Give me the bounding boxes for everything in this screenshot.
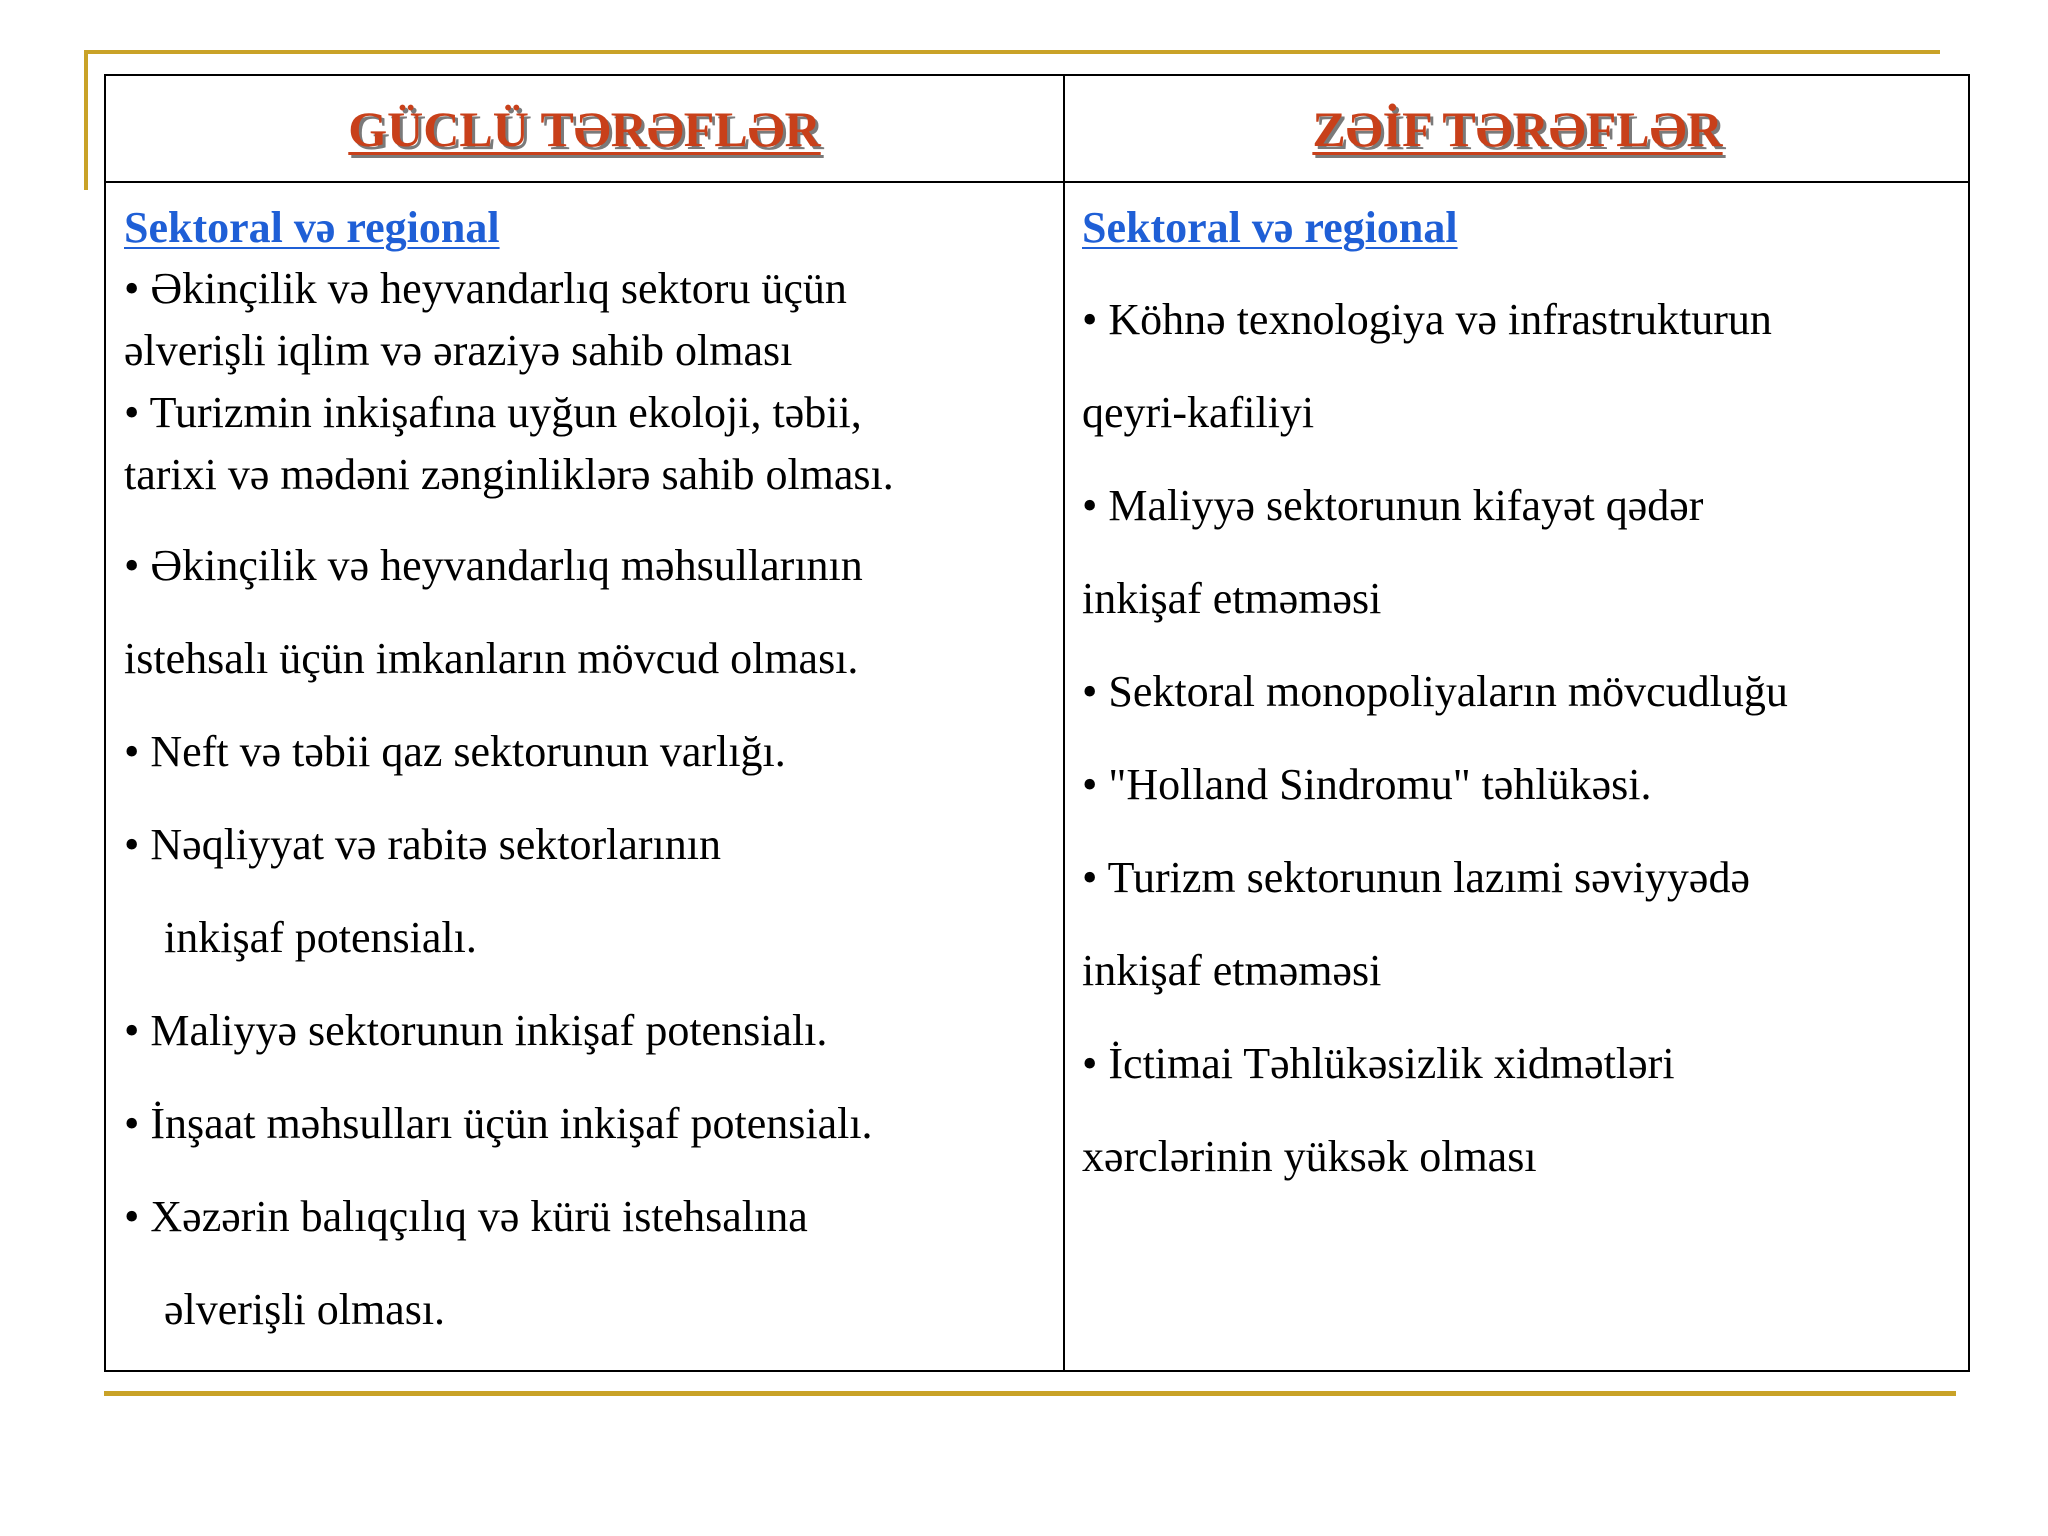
weaknesses-line: inkişaf etməməsi [1082, 574, 1382, 623]
weaknesses-line: • Maliyyə sektorunun kifayət qədər [1082, 481, 1704, 530]
weaknesses-line: • "Holland Sindromu" təhlükəsi. [1082, 760, 1652, 809]
strengths-line: • Xəzərin balıqçılıq və kürü istehsalına [124, 1192, 808, 1241]
strengths-line: • Əkinçilik və heyvandarlıq məhsullarının [124, 541, 863, 590]
header-divider [106, 181, 1968, 183]
strengths-subtitle: Sektoral və regional [124, 203, 500, 252]
strengths-line: istehsalı üçün imkanların mövcud olması. [124, 634, 859, 683]
strengths-line: • Turizmin inkişafına uyğun ekoloji, təbii, [124, 388, 862, 437]
weaknesses-line: • Turizm sektorunun lazımi səviyyədə [1082, 853, 1750, 902]
weaknesses-line: • Sektoral monopoliyaların mövcudluğu [1082, 667, 1788, 716]
weaknesses-line: • İctimai Təhlükəsizlik xidmətləri [1082, 1039, 1675, 1088]
gold-accent-line-top [84, 50, 1940, 54]
strengths-line: • Əkinçilik və heyvandarlıq sektoru üçün [124, 264, 847, 313]
gold-accent-line-left [84, 50, 88, 190]
strengths-line: əlverişli olması. [164, 1285, 446, 1334]
gold-accent-line-bottom [104, 1391, 1956, 1396]
weaknesses-header: ZƏİF TƏRƏFLƏR [1312, 100, 1723, 157]
strengths-line: əlverişli iqlim və əraziyə sahib olması [124, 326, 793, 375]
weaknesses-line: inkişaf etməməsi [1082, 946, 1382, 995]
strengths-line: • Nəqliyyat və rabitə sektorlarının [124, 820, 721, 869]
strengths-line: • Maliyyə sektorunun inkişaf potensialı. [124, 1006, 828, 1055]
strengths-line: inkişaf potensialı. [164, 913, 477, 962]
weaknesses-line: xərclərinin yüksək olması [1082, 1132, 1537, 1181]
strengths-line: tarixi və mədəni zənginliklərə sahib olması. [124, 450, 894, 499]
column-divider [1063, 76, 1065, 1370]
weaknesses-line: qeyri-kafiliyi [1082, 388, 1315, 437]
strengths-header: GÜCLÜ TƏRƏFLƏR [348, 100, 821, 157]
strengths-line: • Neft və təbii qaz sektorunun varlığı. [124, 727, 786, 776]
weaknesses-subtitle: Sektoral və regional [1082, 203, 1458, 252]
strengths-line: • İnşaat məhsulları üçün inkişaf potensialı. [124, 1099, 873, 1148]
weaknesses-line: • Köhnə texnologiya və infrastrukturun [1082, 295, 1772, 344]
